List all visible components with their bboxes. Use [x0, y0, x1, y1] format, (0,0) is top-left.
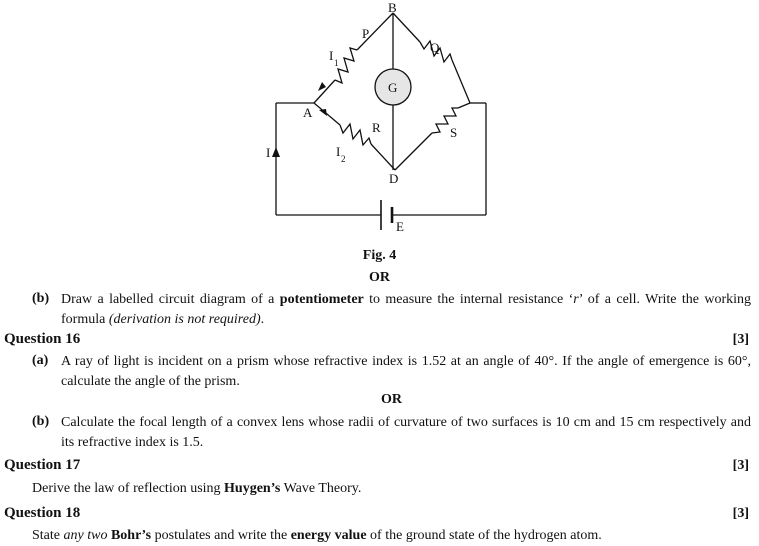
q17-text-pre: Derive the law of reflection using	[32, 481, 225, 496]
q18-text-italic: any two	[63, 528, 108, 543]
q15b-text-pre: Draw a labelled circuit diagram of a	[61, 292, 280, 307]
q18-text-bold1: Bohr’s	[110, 528, 152, 543]
question-16-marks: [3]	[732, 332, 749, 347]
q16-or-divider: OR	[381, 392, 402, 407]
q15b-text	[61, 290, 751, 330]
label-R: R	[372, 120, 381, 135]
q18-text	[32, 528, 602, 544]
q18-text-bold2: energy value	[290, 528, 367, 543]
q16a-label: (a)	[32, 353, 49, 368]
q18-text-1: State	[32, 528, 64, 543]
label-S: S	[450, 125, 458, 140]
q15b-text-post: ’ of a cell. Write the working formula	[61, 292, 752, 327]
label-G: G	[388, 80, 398, 95]
q16b-label: (b)	[32, 414, 50, 429]
label-E: E	[396, 219, 404, 234]
q17-text-bold: Huygen’s	[224, 481, 281, 496]
q15b-text-end: .	[260, 312, 265, 327]
q15b-label: (b)	[32, 291, 50, 306]
q16b-text: Calculate the focal length of a convex lens whose radii of curvature of two surfaces is 10 cm and 15 cm respectively and its refractive index is 1.5.	[61, 415, 751, 450]
label-I: I	[266, 145, 271, 160]
label-I2-sub: 2	[341, 154, 346, 164]
or-divider: OR	[369, 270, 390, 285]
label-B: B	[388, 0, 397, 15]
question-17-heading: Question 17	[4, 457, 81, 473]
q15b-text-mid: to measure the internal resistance ‘	[363, 292, 574, 307]
question-18-marks: [3]	[732, 506, 749, 521]
q18-text-3: postulates and write the	[151, 528, 291, 543]
q18-text-4: of the ground state of the hydrogen atom.	[366, 528, 602, 543]
label-I1: I	[329, 48, 334, 63]
q15b-text-italic2: (derivation is not required)	[108, 312, 261, 327]
label-I1-sub: 1	[334, 58, 339, 68]
question-16-heading: Question 16	[4, 331, 81, 347]
q17-text-post: Wave Theory.	[280, 481, 362, 496]
q17-text	[32, 481, 361, 497]
question-18-heading: Question 18	[4, 505, 81, 521]
wheatstone-bridge-diagram	[0, 0, 759, 250]
label-I2: I	[336, 144, 341, 159]
label-P: P	[362, 26, 370, 41]
figure-caption: Fig. 4	[362, 248, 397, 263]
label-A: A	[303, 105, 313, 120]
q15b-text-italic: r	[573, 292, 579, 307]
label-Q: Q	[430, 40, 440, 55]
label-D: D	[389, 171, 399, 186]
question-17-marks: [3]	[732, 458, 749, 473]
q15b-text-bold: potentiometer	[279, 292, 364, 307]
q16a-text: A ray of light is incident on a prism whose refractive index is 1.52 at an angle of 40°. If the angle of emergence is 60°, calculate the angle of the prism.	[61, 354, 751, 389]
